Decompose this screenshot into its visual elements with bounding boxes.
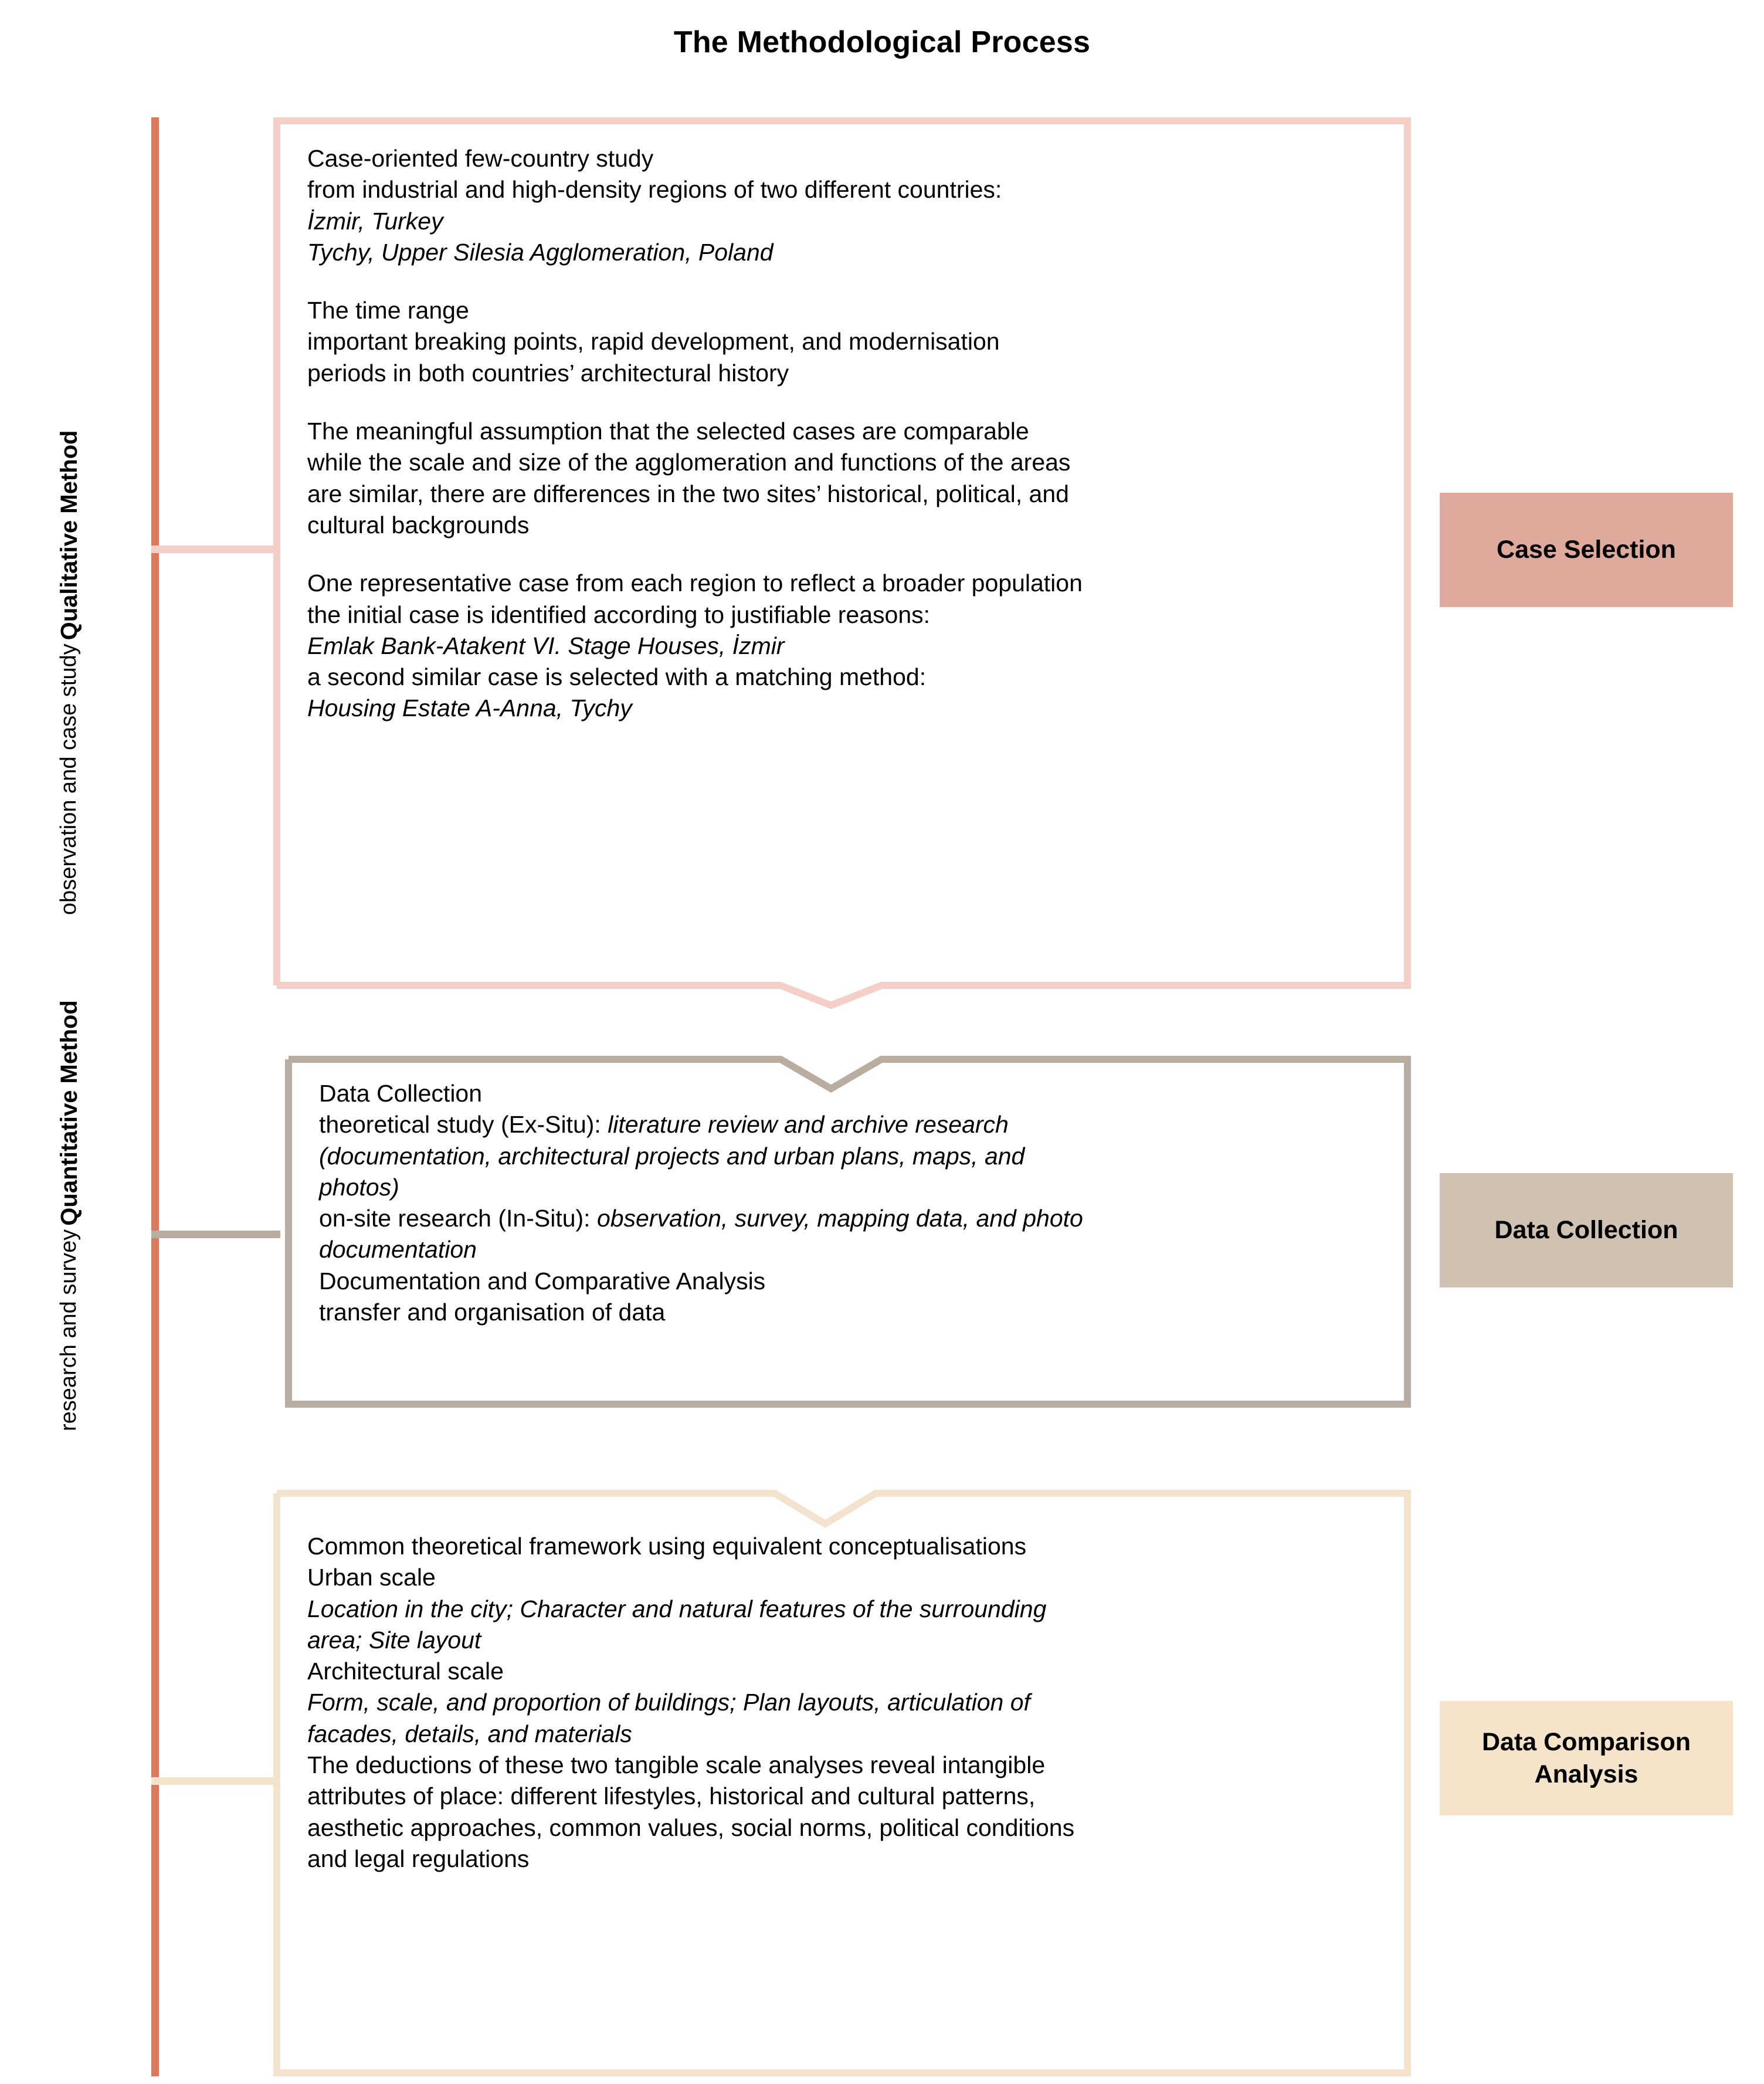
chip-data-comparison-line1: Data Comparison — [1481, 1728, 1691, 1757]
chip-case-selection: Case Selection — [1440, 493, 1733, 607]
text-line: cultural backgrounds — [307, 511, 530, 538]
text-line: periods in both countries’ architectural history — [307, 359, 789, 387]
paragraph — [307, 1531, 1380, 1875]
paragraph — [307, 416, 1380, 541]
side-label-quantitative-main: Quantitative Method — [56, 1000, 82, 1226]
chip-data-comparison-line2: Analysis — [1534, 1760, 1639, 1788]
text-line: Data Collection — [319, 1080, 483, 1107]
text-line: on-site research (In-Situ): observation, survey, mapping data, and photo — [319, 1205, 1083, 1232]
text-line: Housing Estate A-Anna, Tychy — [307, 694, 632, 722]
text-line: facades, details, and materials — [307, 1720, 632, 1747]
text-line: important breaking points, rapid development, and modernisation — [307, 328, 1000, 355]
text-line: transfer and organisation of data — [319, 1299, 666, 1326]
connector-case-selection — [151, 545, 280, 553]
paragraph — [307, 143, 1380, 268]
text-line: Emlak Bank-Atakent VI. Stage Houses, İzmir — [307, 632, 785, 659]
text-line: İzmir, Turkey — [307, 207, 443, 235]
case-selection-box — [273, 117, 1411, 1009]
text-line: Urban scale — [307, 1564, 436, 1591]
text-line: The deductions of these two tangible scale analyses reveal intangible — [307, 1751, 1046, 1779]
text-line: a second similar case is selected with a matching method: — [307, 663, 927, 691]
connector-data-comparison — [151, 1777, 280, 1785]
text-line: documentation — [319, 1236, 477, 1263]
text-line: (documentation, architectural projects and urban plans, maps, and — [319, 1142, 1025, 1170]
side-label-qualitative-sub: observation and case study — [56, 643, 81, 915]
paragraph — [307, 295, 1380, 389]
text-line: attributes of place: different lifestyles, historical and cultural patterns, — [307, 1783, 1036, 1810]
chip-data-comparison — [1440, 1701, 1733, 1815]
connector-data-collection — [151, 1231, 280, 1238]
text-line: Form, scale, and proportion of buildings; Plan layouts, articulation of — [307, 1689, 1030, 1716]
data-collection-box — [285, 1056, 1411, 1408]
text-line: theoretical study (Ex-Situ): literature review and archive research — [319, 1111, 1009, 1138]
text-line: and legal regulations — [307, 1845, 530, 1872]
text-line: are similar, there are differences in the two sites’ historical, political, and — [307, 480, 1069, 507]
side-label-quantitative-sub: research and survey — [56, 1229, 81, 1431]
text-line: Case-oriented few-country study — [307, 145, 654, 172]
text-line: area; Site layout — [307, 1626, 481, 1653]
side-label-qualitative — [56, 431, 83, 915]
text-line: Tychy, Upper Silesia Agglomeration, Poland — [307, 238, 774, 266]
text-line: Common theoretical framework using equivalent conceptualisations — [307, 1533, 1027, 1560]
page-title: The Methodological Process — [673, 25, 1091, 59]
text-line: One representative case from each region to reflect a broader population — [307, 570, 1083, 597]
side-label-quantitative — [56, 1000, 83, 1431]
text-line: Architectural scale — [307, 1658, 504, 1685]
text-line: the initial case is identified according to justifiable reasons: — [307, 601, 931, 628]
chip-data-collection: Data Collection — [1440, 1173, 1733, 1287]
paragraph — [307, 568, 1380, 724]
text-line: The time range — [307, 297, 469, 324]
text-line: while the scale and size of the agglomeration and functions of the areas — [307, 449, 1071, 476]
side-label-qualitative-main: Qualitative Method — [56, 430, 82, 641]
text-line: from industrial and high-density regions of two different countries: — [307, 176, 1002, 204]
text-line: photos) — [319, 1173, 399, 1201]
text-line: aesthetic approaches, common values, social norms, political conditions — [307, 1814, 1075, 1841]
data-comparison-box — [273, 1490, 1411, 2076]
text-line: Documentation and Comparative Analysis — [319, 1267, 766, 1295]
paragraph — [319, 1078, 1380, 1328]
text-line: The meaningful assumption that the selected cases are comparable — [307, 418, 1029, 445]
text-line: Location in the city; Character and natural features of the surrounding — [307, 1595, 1047, 1622]
